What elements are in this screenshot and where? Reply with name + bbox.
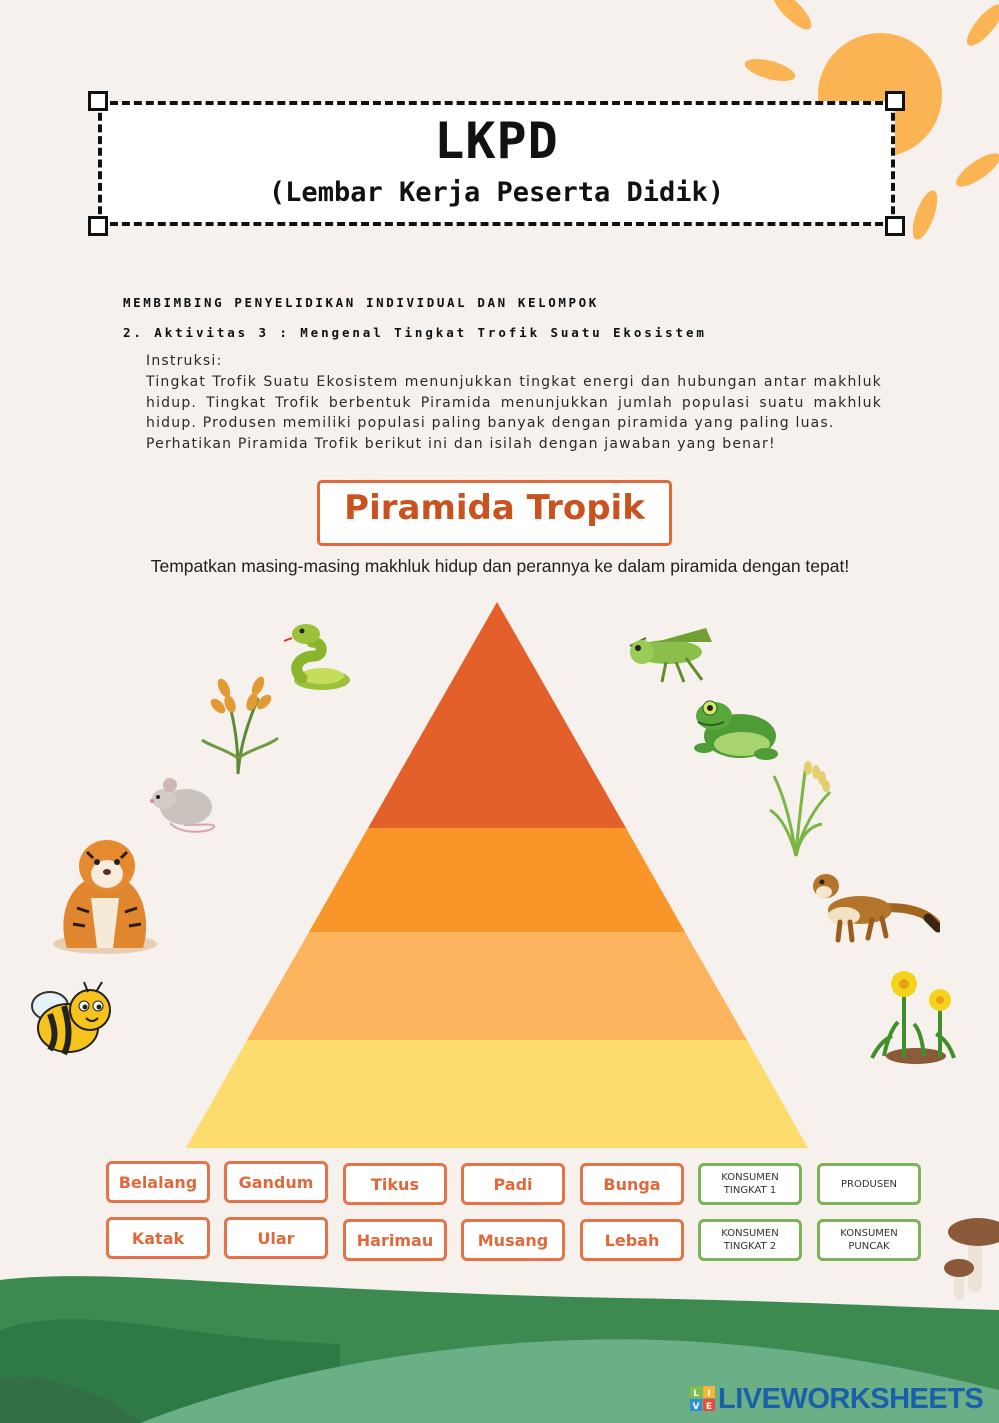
- chip-tikus[interactable]: Tikus: [343, 1163, 447, 1205]
- mouse-icon[interactable]: [150, 775, 220, 837]
- weasel-icon[interactable]: [810, 866, 940, 946]
- snake-icon[interactable]: [280, 620, 352, 694]
- frame-handle: [88, 91, 108, 111]
- frog-icon[interactable]: [692, 696, 778, 764]
- chip-musang[interactable]: Musang: [461, 1219, 565, 1261]
- chip-bunga[interactable]: Bunga: [580, 1163, 684, 1205]
- tiger-icon[interactable]: [47, 838, 163, 956]
- liveworksheets-logo-text: LIVEWORKSHEETS: [718, 1382, 984, 1415]
- logo-letter: L: [693, 1389, 699, 1399]
- grasshopper-icon[interactable]: [626, 618, 718, 686]
- activity-heading: 2. Aktivitas 3 : Mengenal Tingkat Trofik Suatu Ekosistem: [123, 325, 707, 340]
- bee-icon[interactable]: [28, 980, 114, 1056]
- flower-icon[interactable]: [864, 966, 962, 1066]
- frame-handle: [88, 216, 108, 236]
- chip-ular[interactable]: Ular: [224, 1217, 328, 1259]
- pyramid-instruction: Tempatkan masing-masing makhluk hidup dan perannya ke dalam piramida dengan tepat!: [150, 556, 850, 576]
- liveworksheets-logo[interactable]: [690, 1381, 983, 1417]
- pyramid-title: Piramida Tropik: [344, 488, 645, 528]
- logo-letter: I: [707, 1389, 711, 1399]
- chip-katak[interactable]: Katak: [106, 1217, 210, 1259]
- mushroom-icon: [944, 1216, 999, 1306]
- chip-konsumen-tingkat-2[interactable]: KONSUMEN TINGKAT 2: [698, 1219, 802, 1261]
- wheat-icon[interactable]: [198, 668, 282, 776]
- pyramid-layer-top[interactable]: [368, 602, 626, 828]
- chip-konsumen-puncak[interactable]: KONSUMEN PUNCAK: [817, 1219, 921, 1261]
- instruction-body: Tingkat Trofik Suatu Ekosistem menunjukkan tingkat energi dan hubungan antar makhluk hidup. Tingkat Trofik berbentuk Piramida menunjukkan jumlah populasi suatu makhluk hidup. Produsen memiliki populasi paling banyak dengan piramida yang paling luas.: [146, 373, 882, 432]
- logo-letter: E: [705, 1402, 713, 1412]
- chip-harimau[interactable]: Harimau: [343, 1219, 447, 1261]
- pyramid-layer-bottom[interactable]: [186, 1040, 808, 1148]
- pyramid-layer-2[interactable]: [309, 828, 685, 932]
- instruction-label: Instruksi:: [146, 353, 223, 369]
- chip-belalang[interactable]: Belalang: [106, 1161, 210, 1203]
- pyramid-layer-3[interactable]: [247, 932, 747, 1040]
- section-heading: MEMBIMBING PENYELIDIKAN INDIVIDUAL DAN KELOMPOK: [123, 295, 599, 310]
- instruction-block: [146, 351, 882, 455]
- chip-lebah[interactable]: Lebah: [580, 1219, 684, 1261]
- chip-gandum[interactable]: Gandum: [224, 1161, 328, 1203]
- frame-handle: [885, 216, 905, 236]
- rice-plant-icon[interactable]: [766, 756, 836, 858]
- chip-produsen[interactable]: PRODUSEN: [817, 1163, 921, 1205]
- chip-padi[interactable]: Padi: [461, 1163, 565, 1205]
- instruction-note: Perhatikan Piramida Trofik berikut ini dan isilah dengan jawaban yang benar!: [146, 436, 776, 453]
- frame-handle: [885, 91, 905, 111]
- chip-konsumen-tingkat-1[interactable]: KONSUMEN TINGKAT 1: [698, 1163, 802, 1205]
- liveworksheets-logo-icon: [690, 1386, 716, 1412]
- page-title: LKPD: [434, 112, 559, 170]
- logo-letter: V: [692, 1402, 700, 1412]
- page-subtitle: (Lembar Kerja Peserta Didik): [268, 177, 725, 208]
